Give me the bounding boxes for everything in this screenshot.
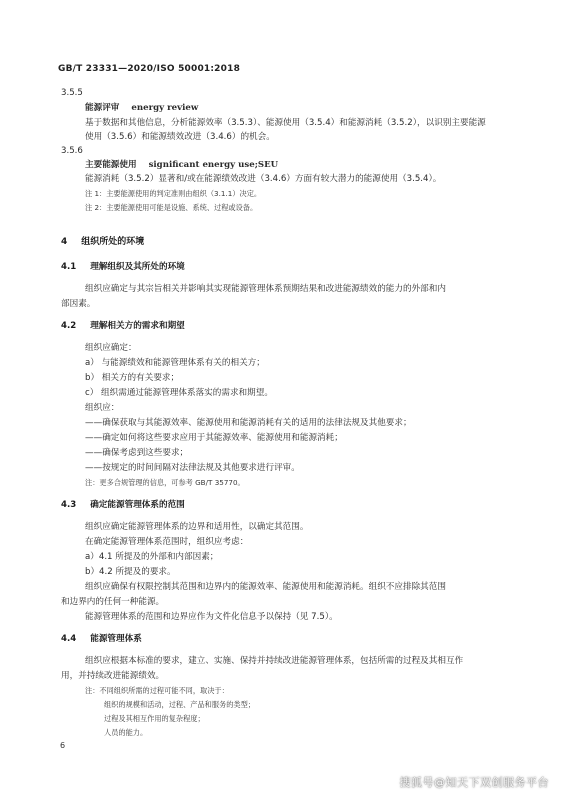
section-42-dash-2: ——确定如何将这些要求应用于其能源效率、能源使用和能源消耗； bbox=[85, 433, 343, 443]
clause-355-term-en: energy review bbox=[131, 103, 199, 113]
clause-356-note1: 注 1：主要能源使用的判定准则由组织（3.1.1）决定。 bbox=[85, 189, 262, 198]
section-43-item-b: b）4.2 所提及的要求。 bbox=[85, 567, 176, 577]
section-42-dash-4: ——按规定的时间间隔对法律法规及其他要求进行评审。 bbox=[85, 463, 300, 473]
section-41-number: 4.1 bbox=[61, 262, 77, 272]
section-44-line1: 组织应根据本标准的要求，建立、实施、保持并持续改进能源管理体系，包括所需的过程及其相互作 bbox=[85, 656, 464, 666]
section-4-title: 组织所处的环境 bbox=[81, 237, 145, 247]
section-41-heading bbox=[61, 261, 185, 273]
section-4-number: 4 bbox=[61, 237, 68, 247]
clause-356-def-line1: 能源消耗（3.5.2）显著和/或在能源绩效改进（3.4.6）方面有较大潜力的能源使用（3.5.4）。 bbox=[85, 174, 442, 184]
clause-356-number: 3.5.6 bbox=[61, 146, 83, 156]
section-43-line2: 在确定能源管理体系范围时，组织应考虑： bbox=[85, 537, 249, 547]
section-43-item-a: a）4.1 所提及的外部和内部因素； bbox=[85, 552, 219, 562]
section-42-heading bbox=[61, 320, 185, 332]
section-42-number: 4.2 bbox=[61, 321, 77, 331]
section-44-note-item-2: 过程及其相互作用的复杂程度； bbox=[104, 714, 205, 723]
section-43-title: 确定能源管理体系的范围 bbox=[90, 500, 185, 510]
section-42-item-a: a） 与能源绩效和能源管理体系有关的相关方； bbox=[85, 358, 265, 368]
section-43-heading bbox=[61, 499, 185, 511]
section-42-intro2: 组织应： bbox=[85, 403, 120, 413]
clause-355-term-cn: 能源评审 bbox=[85, 103, 120, 113]
clause-356-note2: 注 2：主要能源使用可能是设施、系统、过程或设备。 bbox=[85, 203, 258, 212]
section-42-dash-1: ——确保获取与其能源效率、能源使用和能源消耗有关的适用的法律法规及其他要求； bbox=[85, 418, 412, 428]
clause-355-def-line1: 基于数据和其他信息，分析能源效率（3.5.3）、能源使用（3.5.4）和能源消耗（3.5.2），以识别主要能源 bbox=[85, 118, 486, 128]
section-43-line5: 能源管理体系的范围和边界应作为文件化信息予以保持（见 7.5）。 bbox=[85, 612, 338, 622]
section-42-item-b: b） 相关方的有关要求； bbox=[85, 373, 180, 383]
section-43-number: 4.3 bbox=[61, 500, 77, 510]
clause-356-term-cn: 主要能源使用 bbox=[85, 160, 137, 170]
section-42-title: 理解相关方的需求和期望 bbox=[90, 321, 185, 331]
clause-356-term bbox=[85, 159, 278, 171]
clause-355-number: 3.5.5 bbox=[61, 88, 83, 98]
section-44-note-title: 注：不同组织所需的过程可能不同，取决于： bbox=[85, 686, 229, 695]
section-42-note: 注：更多合规管理的信息，可参考 GB/T 35770。 bbox=[85, 478, 245, 487]
clause-355-def-line2: 使用（3.5.6）和能源绩效改进（3.4.6）的机会。 bbox=[85, 132, 275, 142]
section-43-line1: 组织应确定能源管理体系的边界和适用性，以确定其范围。 bbox=[85, 522, 309, 532]
section-43-line3: 组织应确保有权限控制其范围和边界内的能源效率、能源使用和能源消耗。组织不应排除其范围 bbox=[85, 582, 446, 592]
section-41-line2: 部因素。 bbox=[61, 299, 96, 309]
clause-355-term bbox=[85, 102, 198, 114]
section-44-heading bbox=[61, 633, 142, 645]
section-44-line2: 用，并持续改进能源绩效。 bbox=[61, 671, 165, 681]
section-42-dash-3: ——确保考虑到这些要求； bbox=[85, 448, 189, 458]
standard-header: GB/T 23331—2020/ISO 50001:2018 bbox=[58, 64, 241, 74]
section-4-heading bbox=[61, 236, 144, 248]
section-43-line4: 和边界内的任何一种能源。 bbox=[61, 597, 165, 607]
watermark: 搜狐号@知天下双创服务平台 bbox=[399, 776, 549, 789]
section-42-item-c: c） 组织需通过能源管理体系落实的需求和期望。 bbox=[85, 388, 273, 398]
section-44-title: 能源管理体系 bbox=[90, 634, 142, 644]
section-42-intro: 组织应确定： bbox=[85, 343, 137, 353]
page-number: 6 bbox=[60, 741, 66, 750]
section-44-note-item-1: 组织的规模和活动，过程、产品和服务的类型； bbox=[104, 700, 255, 709]
section-44-note-item-3: 人员的能力。 bbox=[104, 728, 148, 737]
section-41-title: 理解组织及其所处的环境 bbox=[90, 262, 185, 272]
clause-356-term-en: significant energy use;SEU bbox=[148, 160, 279, 170]
section-41-line1: 组织应确定与其宗旨相关并影响其实现能源管理体系预期结果和改进能源绩效的能力的外部和内 bbox=[85, 284, 446, 294]
section-44-number: 4.4 bbox=[61, 634, 77, 644]
